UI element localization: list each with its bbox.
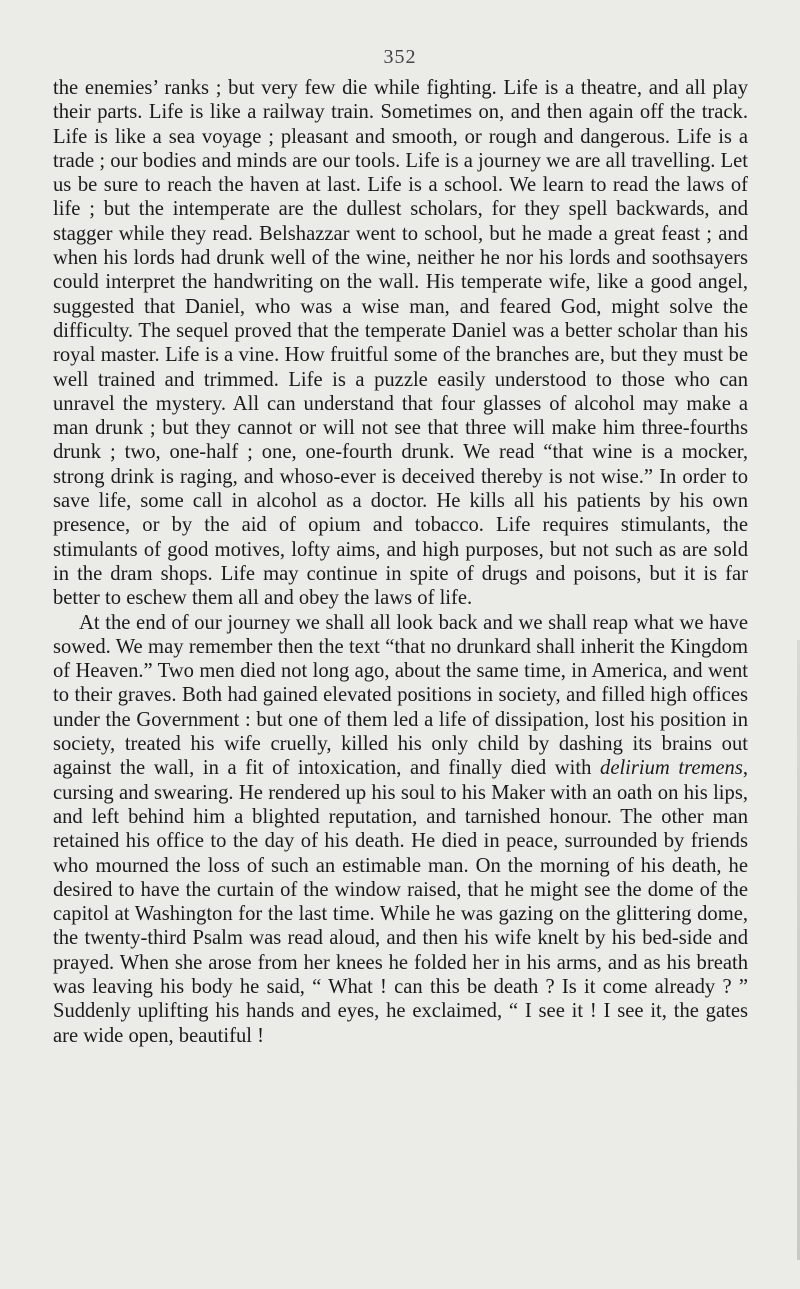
body-text bbox=[53, 76, 748, 1048]
paragraph bbox=[53, 611, 748, 1048]
page-number: 352 bbox=[383, 46, 417, 68]
paragraph bbox=[53, 76, 748, 611]
text-segment: At the end of our journey we shall all look back and we shall reap what we have sowed. We may remember then the text “that no drunkard shall inherit the Kingdom of Heaven.” Two men died not long ago, about the same time, in America, and went to their graves. Both had gained elevated positions in society, and filled high offices under the Government : but one of them led a life of dissipation, lost his position in society, treated his wife cruelly, killed his only child by dashing its brains out against the wall, in a fit of intoxication, and finally died with bbox=[53, 611, 748, 780]
text-segment: the enemies’ ranks ; but very few die while fighting. Life is a theatre, and all play their parts. Life is like a railway train. Sometimes on, and then again off the track. Life is like a sea voyage ; pleasant and smooth, or rough and dangerous. Life is a trade ; our bodies and minds are our tools. Life is a journey we are all travelling. Let us be sure to reach the haven at last. Life is a school. We learn to read the laws of life ; but the intemperate are the dullest scholars, for they spell backwards, and stagger while they read. Belshazzar went to school, but he made a great feast ; and when his lords had drunk well of the wine, neither he nor his lords and soothsayers could interpret the handwriting on the wall. His temperate wife, like a good angel, suggested that Daniel, who was a wise man, and feared God, might solve the difficulty. The sequel proved that the temperate Daniel was a better scholar than his royal master. Life is a vine. How fruitful some of the branches are, but they must be well trained and trimmed. Life is a puzzle easily understood to those who can unravel the mystery. All can understand that four glasses of alcohol may make a man drunk ; but they cannot or will not see that three will make him three-fourths drunk ; two, one-half ; one, one-fourth drunk. We read “that wine is a mocker, strong drink is raging, and whoso-ever is deceived thereby is not wise.” In order to save life, some call in alcohol as a doctor. He kills all his patients by his own presence, or by the aid of opium and tobacco. Life requires stimulants, the stimulants of good motives, lofty aims, and high purposes, but not such as are sold in the dram shops. Life may continue in spite of drugs and poisons, but it is far better to eschew them all and obey the laws of life. bbox=[53, 77, 748, 610]
italic-text: delirium tremens bbox=[600, 757, 743, 780]
text-segment: , cursing and swearing. He rendered up his soul to his Maker with an oath on his lips, and left behind him a blighted reputation, and tarnished honour. The other man retained his office to the day of his death. He died in peace, surrounded by friends who mourned the loss of such an estimable man. On the morning of his death, he desired to have the curtain of the window raised, that he might see the dome of the capitol at Washington for the last time. While he was gazing on the glittering dome, the twenty-third Psalm was read aloud, and then his wife knelt by his bed-side and prayed. When she arose from her knees he folded her in his arms, and as his breath was leaving his body he said, “ What ! can this be death ? Is it come already ? ” Suddenly uplifting his hands and eyes, he exclaimed, “ I see it ! I see it, the gates are wide open, beautiful ! bbox=[53, 757, 748, 1047]
